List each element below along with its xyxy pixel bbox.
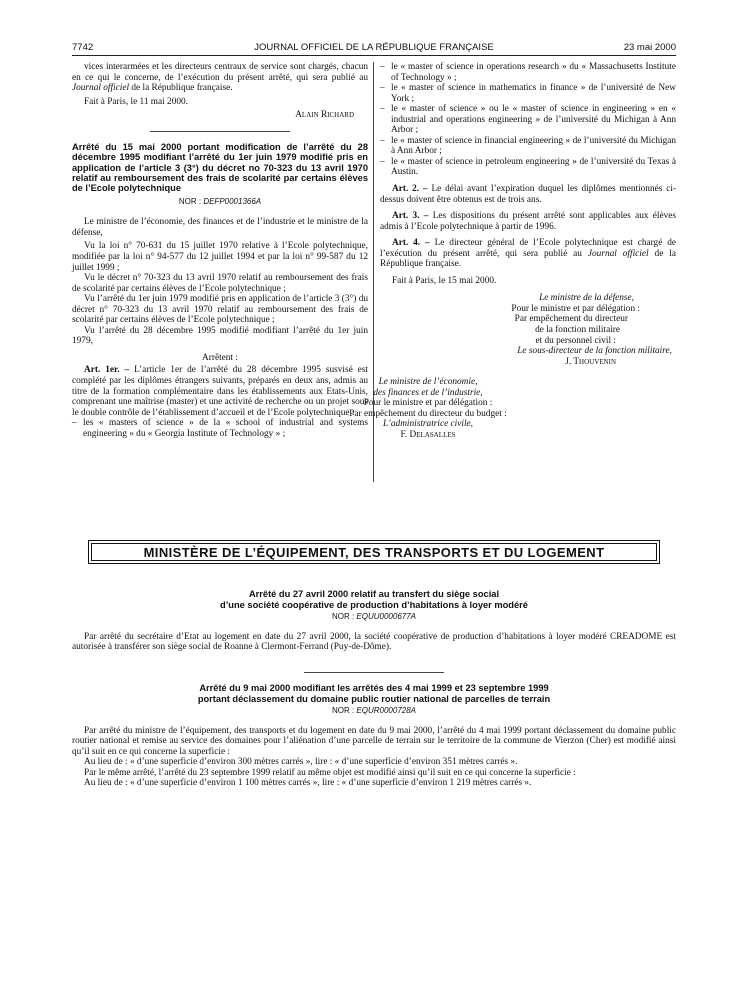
arrete-title: Arrêté du 15 mai 2000 portant modification de l’arrêté du 28 décembre 1995 modifiant l’arrêté du 1er juin 1979 modifié pris en application de l’article 3 (3°) du décret no 70-323 du 13 avril 1970 relatif au remboursement des frais de scolarité par certains élèves de l’Ecole polytechnique	[72, 141, 368, 194]
sig-title: Le ministre de l’économie,	[378, 377, 478, 388]
arretent: Arrêtent :	[202, 352, 238, 363]
right-column	[349, 62, 677, 441]
journal-title: JOURNAL OFFICIEL DE LA RÉPUBLIQUE FRANÇAISE	[254, 42, 494, 53]
signature-block-defense	[380, 293, 676, 367]
arrete-title: d’une société coopérative de production d’habitations à loyer modéré	[220, 599, 528, 610]
list-item: – le « master of science in petroleum engineering » de l’université du Texas à Austin.	[380, 156, 676, 178]
running-header	[72, 43, 676, 56]
vu-item: Vu le décret n° 70-323 du 13 avril 1970 relatif au remboursement des frais de scolarité par certains élèves de l’Ecole polytechnique ;	[72, 273, 368, 294]
fait-line: Fait à Paris, le 11 mai 2000.	[84, 96, 188, 107]
nor-code: EQUU0000677A	[356, 612, 417, 622]
nor-line: NOR : EQUU0000677A	[331, 612, 417, 622]
article-1: Art. 1er. – L’article 1er de l’arrêté du 28 décembre 1995 susvisé est complété par les diplômes étrangers suivants, préparés en deux ans, admis au titre de la formation complémentaire dans les établissements aux Etats-Unis, comprenant une maîtrise (master) et une activité de recherche ou un projet sous le double contrôle de l’établissement d’accueil et de l’Ecole polytechnique :	[72, 365, 368, 418]
sig-line: et du personnel civil :	[535, 335, 616, 346]
list-item: – le « master of science in financial engineering » de l’université du Michigan à Ann Arbor ;	[380, 135, 676, 157]
sig-line: L’administratrice civile,	[382, 419, 474, 430]
arrete-title: portant déclassement du domaine public routier national de parcelles de terrain	[197, 693, 551, 704]
body-paragraph: Au lieu de : « d’une superficie d’environ 300 mètres carrés », lire : « d’une superficie d’environ 351 mètres carrés ».	[84, 757, 518, 768]
sig-line: Le sous-directeur de la fonction militaire,	[517, 346, 672, 357]
article-3: Art. 3. – Les dispositions du présent arrêté sont applicables aux élèves admis à l’Ecole polytechnique à partir de 1996.	[380, 211, 676, 232]
ministry-banner	[88, 540, 660, 564]
list-item: – le « master of science in operations research » du « Massachusetts Institute of Technology » ;	[380, 62, 676, 83]
list-item: – les « masters of science » de la « school of industrial and systems engineering » du « Georgia Institute of Technology » ;	[72, 418, 368, 439]
sig-line: Pour le ministre et par délégation :	[363, 398, 493, 409]
vu-item: Vu l’arrêté du 1er juin 1979 modifié pris en application de l’article 3 (3°) du décret n° 70-323 du 13 avril 1970 relatif au remboursement des frais de scolarité par certains élèves de l’Ecole polytechnique ;	[72, 294, 368, 326]
vu-item: Vu la loi n° 70-631 du 15 juillet 1970 relative à l’Ecole polytechnique, modifiée par la loi n° 94-577 du 12 juillet 1994 et par la loi n° 99-587 du 12 juillet 1999 ;	[72, 241, 368, 273]
sig-line: de la fonction militaire	[535, 325, 620, 336]
arrete-title: Arrêté du 27 avril 2000 relatif au transfert du siège social	[248, 589, 500, 599]
arrete-9-mai	[72, 683, 676, 789]
fait-line: Fait à Paris, le 15 mai 2000.	[392, 275, 497, 286]
sig-line: Par empêchement du directeur	[514, 314, 628, 325]
arrete-title: Arrêté du 9 mai 2000 modifiant les arrêtés des 4 mai 1999 et 23 septembre 1999	[199, 683, 549, 693]
body-paragraph: Au lieu de : « d’une superficie d’environ 1 100 mètres carrés », lire : « d’une superficie d’environ 1 219 mètres carrés ».	[84, 778, 532, 789]
arrete-27-avril	[72, 589, 676, 653]
sig-line: Pour le ministre et par délégation :	[511, 303, 640, 314]
sig-title: des finances et de l’industrie,	[373, 387, 483, 398]
signature-name: J. Thouvenin	[565, 356, 616, 367]
signature-block-economie	[349, 377, 676, 440]
signature-name: Alain Richard	[295, 110, 354, 121]
body-paragraph: Par le même arrêté, l’arrêté du 23 septembre 1999 relatif au même objet est modifié ainsi qu’il suit en ce qui concerne la superficie :	[84, 767, 576, 778]
article-4: Art. 4. – Le directeur général de l’Ecole polytechnique est chargé de l’exécution du présent arrêté, qui sera publié au Journal officiel de la République française.	[380, 238, 676, 270]
article-2: Art. 2. – Le délai avant l’expiration duquel les diplômes mentionnés ci-dessus doivent être obtenus est de trois ans.	[380, 184, 677, 205]
separator-rule	[304, 672, 444, 673]
nor-line: NOR : EQUR0000728A	[331, 706, 417, 716]
list-item: – le « master of science » ou le « master of science in engineering » en « industrial and operations engineering » de l’université du Michigan à Ann Arbor ;	[380, 104, 676, 136]
body-paragraph: Par arrêté du ministre de l’équipement, des transports et du logement en date du 9 mai 2000, l’arrêté du 4 mai 1999 portant déclassement du domaine public routier national et remise au service des domaines pour l’aliénation d’une parcelle de terrain sur le territoire de la commune de Vierzon (Cher) est modifié ainsi qu’il suit en ce qui concerne la superficie :	[72, 725, 676, 757]
ministry-title: MINISTÈRE DE L’ÉQUIPEMENT, DES TRANSPORTS ET DU LOGEMENT	[91, 543, 657, 561]
diploma-list-continued	[380, 62, 676, 178]
sig-title: Le ministre de la défense,	[539, 293, 634, 304]
sig-line: Par empêchement du directeur du budget :	[349, 408, 507, 419]
nor-line: NOR : DEFP0001366A	[178, 196, 262, 206]
list-item: – le « master of science in mathematics in finance » de l’université de New York ;	[380, 83, 676, 104]
issue-date: 23 mai 2000	[623, 42, 676, 53]
nor-code: EQUR0000728A	[356, 706, 417, 716]
nor-code: DEFP0001366A	[203, 196, 262, 206]
vu-item: Vu l’arrêté du 28 décembre 1995 modifié modifiant l’arrêté du 1er juin 1979,	[72, 325, 368, 347]
body-paragraph: Par arrêté du secrétaire d’Etat au logement en date du 27 avril 2000, la société coopérative de production d’habitations à loyer modéré CREADOME est autorisée à transférer son siège social de Roanne à Clermont-Ferrand (Puy-de-Dôme).	[72, 631, 676, 653]
minister-line: Le ministre de l’économie, des finances et de l’industrie et le ministre de la défense,	[72, 217, 368, 238]
intro-paragraph: vices interarmées et les directeurs centraux de service sont chargés, chacun en ce qui le concerne, de l’exécution du présent arrêté, qui sera publié au Journal officiel de la République française.	[72, 62, 368, 94]
signature-name: F. Delasalles	[400, 429, 456, 440]
page-number: 7742	[72, 42, 94, 53]
separator-rule	[150, 131, 290, 132]
